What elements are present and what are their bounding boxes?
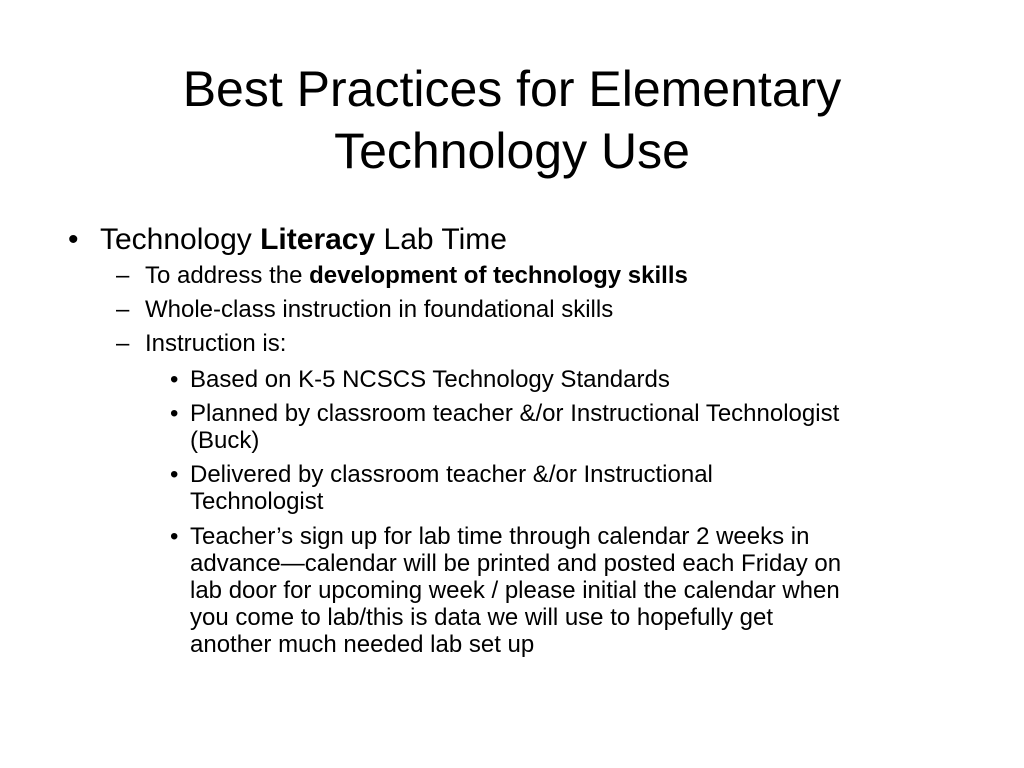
- slide-title: [100, 58, 924, 182]
- sub-sub-bullet-text: [190, 366, 990, 393]
- slide-title-line-2: Technology Use: [334, 123, 690, 179]
- dash-marker: –: [116, 262, 130, 289]
- dot-marker: •: [170, 461, 179, 488]
- sub-sub-bullet-line: another much needed lab set up: [190, 631, 535, 658]
- dot-marker: •: [170, 366, 179, 393]
- sub-sub-bullet-line: Based on K-5 NCSCS Technology Standards: [190, 366, 670, 393]
- bullet-text: [100, 222, 507, 258]
- sub-sub-bullet-line: lab door for upcoming week / please initial the calendar when: [190, 577, 840, 604]
- sub-sub-bullet-text: [190, 461, 990, 515]
- sub-bullet-text-bold: development of technology skills: [309, 262, 688, 289]
- slide-title-line-1: Best Practices for Elementary: [182, 61, 842, 117]
- sub-sub-bullet-line: Technologist: [190, 488, 324, 515]
- sub-sub-bullet-line: you come to lab/this is data we will use to hopefully get: [190, 604, 773, 631]
- sub-sub-bullet-line: advance—calendar will be printed and posted each Friday on: [190, 550, 842, 577]
- sub-sub-bullet-text: [190, 523, 990, 658]
- bullet-text-bold: Literacy: [260, 223, 376, 256]
- sub-bullet-text: Instruction is:: [145, 330, 287, 357]
- sub-sub-bullet-line: Teacher’s sign up for lab time through calendar 2 weeks in: [190, 523, 810, 550]
- sub-sub-bullet-line: Delivered by classroom teacher &/or Instructional: [190, 461, 713, 488]
- bullet-marker: •: [68, 223, 79, 256]
- sub-bullet-text-before: To address the: [145, 262, 310, 289]
- sub-sub-bullet-line: (Buck): [190, 427, 260, 454]
- dash-marker: –: [116, 296, 130, 323]
- sub-bullet-text: [145, 262, 688, 290]
- dash-marker: –: [116, 330, 130, 357]
- dot-marker: •: [170, 400, 179, 427]
- sub-sub-bullet-text: [190, 400, 990, 454]
- bullet-text-before: Technology: [100, 223, 261, 256]
- sub-bullet-text: Whole-class instruction in foundational skills: [145, 296, 614, 323]
- dot-marker: •: [170, 523, 179, 550]
- sub-sub-bullet-line: Planned by classroom teacher &/or Instructional Technologist: [190, 400, 840, 427]
- bullet-text-after: Lab Time: [375, 223, 507, 256]
